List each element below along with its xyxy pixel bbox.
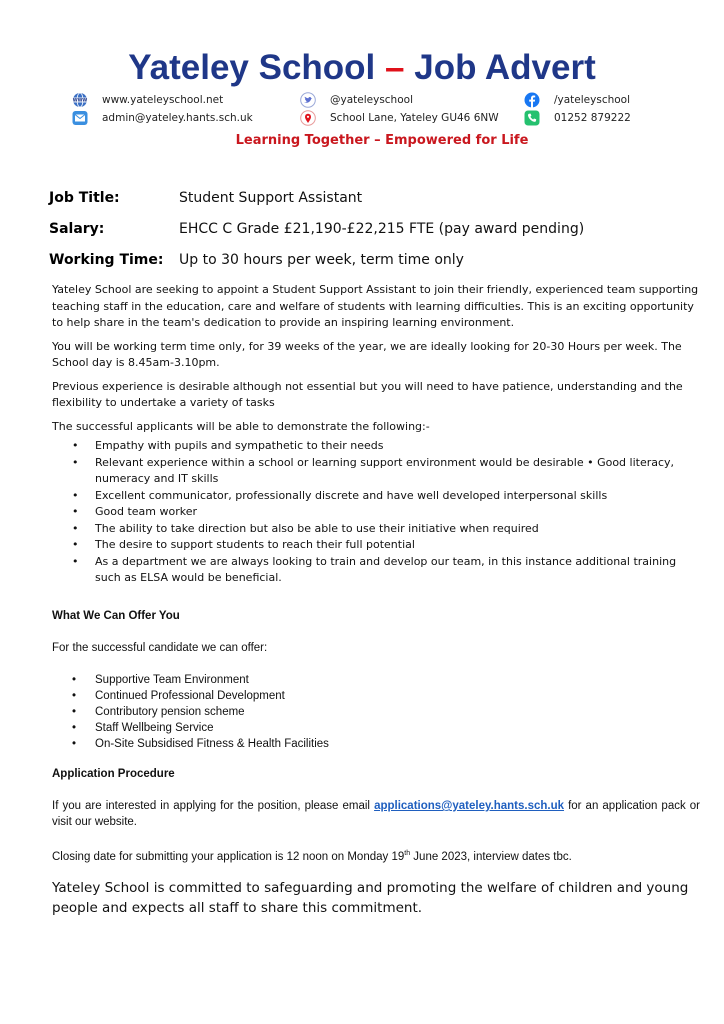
closing-date bbox=[52, 846, 700, 865]
job-description bbox=[52, 282, 700, 587]
list-item: • Supportive Team Environment bbox=[52, 672, 700, 688]
globe-icon bbox=[72, 92, 88, 108]
title-dash: – bbox=[385, 48, 405, 87]
working-time-row bbox=[49, 249, 464, 271]
salary-label: Salary: bbox=[49, 221, 105, 237]
list-item: • Relevant experience within a school or learning support environment would be desirable • Good literacy, numeracy and IT skills bbox=[52, 455, 700, 488]
mail-icon bbox=[72, 110, 88, 126]
facebook-text: /yateleyschool bbox=[554, 94, 631, 106]
requirements-list bbox=[52, 438, 700, 587]
email-text: admin@yateley.hants.sch.uk bbox=[102, 112, 253, 124]
title-advert: Job Advert bbox=[414, 48, 596, 87]
list-item: • Continued Professional Development bbox=[52, 688, 700, 704]
tagline: Learning Together – Empowered for Life bbox=[235, 133, 529, 148]
contact-twitter[interactable] bbox=[300, 91, 413, 109]
twitter-text: @yateleyschool bbox=[330, 94, 413, 106]
safeguarding-statement: Yateley School is committed to safeguarding and promoting the welfare of children and young people and expects all staff to share this commitment. bbox=[52, 880, 689, 916]
application-email-link[interactable]: applications@yateley.hants.sch.uk bbox=[374, 800, 565, 812]
requirements-intro: The successful applicants will be able to demonstrate the following:- bbox=[52, 419, 430, 433]
application-text-after: for an application pack or visit our website. bbox=[52, 800, 701, 828]
map-pin-icon bbox=[300, 110, 316, 126]
list-item: • Contributory pension scheme bbox=[52, 704, 700, 720]
application-text-before: If you are interested in applying for the position, please email bbox=[52, 800, 370, 812]
list-item: • The ability to take direction but also be able to use their initiative when required bbox=[52, 521, 700, 538]
offer-intro: For the successful candidate we can offer: bbox=[52, 642, 268, 654]
address-text: School Lane, Yateley GU46 6NW bbox=[330, 112, 499, 124]
list-item: • Good team worker bbox=[52, 504, 700, 521]
twitter-icon bbox=[300, 92, 316, 108]
job-title-row bbox=[49, 187, 362, 209]
offer-list bbox=[52, 672, 700, 752]
hours-paragraph: You will be working term time only, for 39 weeks of the year, we are ideally looking for 20-30 Hours per week. The School day is 8.45am-3.10pm. bbox=[52, 339, 682, 369]
list-item: • The desire to support students to reach their full potential bbox=[52, 537, 700, 554]
contact-email[interactable] bbox=[72, 109, 253, 127]
job-title-label: Job Title: bbox=[49, 190, 120, 206]
closing-ordinal: th bbox=[404, 850, 411, 857]
list-item: • On-Site Subsidised Fitness & Health Facilities bbox=[52, 736, 700, 752]
contact-address bbox=[300, 109, 499, 127]
list-item: • Staff Wellbeing Service bbox=[52, 720, 700, 736]
svg-text:WWW: WWW bbox=[72, 98, 88, 104]
closing-text-after: June 2023, interview dates tbc. bbox=[413, 850, 572, 863]
salary-row bbox=[49, 218, 584, 240]
application-heading: Application Procedure bbox=[52, 768, 175, 780]
contact-facebook[interactable] bbox=[524, 91, 630, 109]
application-paragraph bbox=[52, 798, 700, 830]
application-section bbox=[52, 766, 700, 865]
experience-paragraph: Previous experience is desirable although not essential but you will need to have patience, understanding and the flexibility to undertake a variety of tasks bbox=[52, 379, 683, 409]
salary-value: EHCC C Grade £21,190-£22,215 FTE (pay award pending) bbox=[179, 221, 585, 237]
offer-section bbox=[52, 608, 700, 752]
closing-text-before: Closing date for submitting your application is 12 noon on Monday 19 bbox=[52, 850, 405, 863]
facebook-icon bbox=[524, 92, 540, 108]
title-school: Yateley School bbox=[128, 48, 376, 87]
page-title bbox=[0, 48, 724, 88]
intro-paragraph: Yateley School are seeking to appoint a Student Support Assistant to join their friendly, experienced team supporting teaching staff in the education, care and welfare of students with learning difficulties. This is an exciting opportunity to help share in the team's dedication to provide an inspiring learning environment. bbox=[52, 283, 699, 329]
list-item: • As a department we are always looking to train and develop our team, in this instance additional training such as ELSA would be beneficial. bbox=[52, 554, 700, 587]
list-item: • Empathy with pupils and sympathetic to their needs bbox=[52, 438, 700, 455]
contact-phone[interactable] bbox=[524, 109, 631, 127]
phone-icon bbox=[524, 110, 540, 126]
phone-text: 01252 879222 bbox=[554, 112, 631, 124]
list-item: • Excellent communicator, professionally discrete and have well developed interpersonal skills bbox=[52, 488, 700, 505]
working-time-value: Up to 30 hours per week, term time only bbox=[179, 252, 464, 268]
offer-heading: What We Can Offer You bbox=[52, 610, 180, 622]
website-text: www.yateleyschool.net bbox=[102, 94, 224, 106]
working-time-label: Working Time: bbox=[49, 252, 164, 268]
contact-website[interactable] bbox=[72, 91, 223, 109]
job-title-value: Student Support Assistant bbox=[179, 190, 363, 206]
